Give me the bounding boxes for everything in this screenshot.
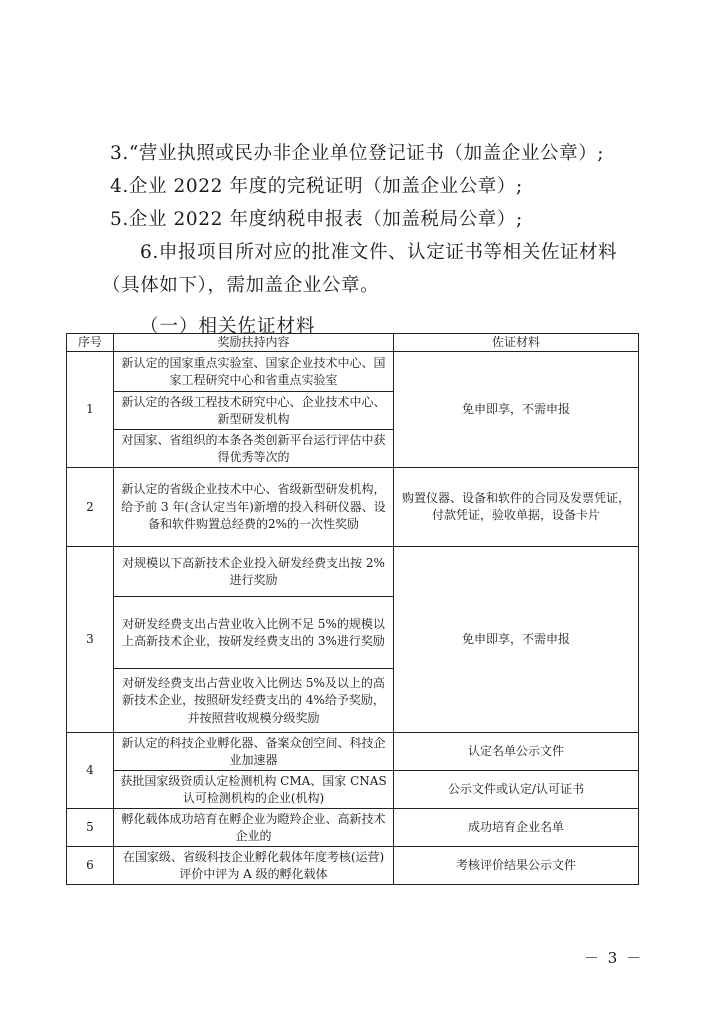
evidence-material: 购置仪器、设备和软件的合同及发票凭证，付款凭证，验收单据，设备卡片 [394, 468, 639, 547]
table-row [67, 771, 639, 809]
reward-content: 对规模以下高新技术企业投入研发经费支出按 2%进行奖励 [114, 547, 394, 597]
header-content: 奖励扶持内容 [114, 334, 394, 352]
evidence-material: 公示文件或认定/认可证书 [394, 771, 639, 809]
table-row [67, 468, 639, 547]
table-row [67, 352, 639, 392]
evidence-material: 免申即享，不需申报 [394, 352, 639, 468]
row-number: 6 [67, 847, 114, 885]
reward-content: 新认定的国家重点实验室、国家企业技术中心、国家工程研究中心和省重点实验室 [114, 352, 394, 392]
evidence-material: 免申即享，不需申报 [394, 547, 639, 733]
paragraph-item-5: 5.企业 2022 年度纳税申报表（加盖税局公章）; [110, 209, 523, 230]
row-number: 2 [67, 468, 114, 547]
evidence-table [66, 333, 639, 885]
reward-content: 对国家、省组织的本条各类创新平台运行评估中获得优秀等次的 [114, 430, 394, 468]
reward-content: 对研发经费支出占营业收入比例达 5%及以上的高新技术企业，按照研发经费支出的 4%给予奖励，并按照营收规模分级奖励 [114, 669, 394, 733]
reward-content: 新认定的省级企业技术中心、省级新型研发机构，给予前 3 年(含认定当年)新增的投入科研仪器、设备和软件购置总经费的2%的一次性奖励 [114, 468, 394, 547]
row-number: 1 [67, 352, 114, 468]
reward-content: 对研发经费支出占营业收入比例不足 5%的规模以上高新技术企业，按研发经费支出的 3%进行奖励 [114, 597, 394, 669]
evidence-material: 成功培育企业名单 [394, 809, 639, 847]
table-row [67, 847, 639, 885]
table-row [67, 547, 639, 597]
row-number: 4 [67, 733, 114, 809]
paragraph-item-3: 3.“营业执照或民办非企业单位登记证书（加盖企业公章）; [110, 143, 605, 164]
evidence-material: 考核评价结果公示文件 [394, 847, 639, 885]
row-number: 5 [67, 809, 114, 847]
page-number: － 3 － [584, 949, 644, 967]
header-evidence: 佐证材料 [394, 334, 639, 352]
header-number: 序号 [67, 334, 114, 352]
table-row [67, 809, 639, 847]
reward-content: 获批国家级资质认定检测机构 CMA、国家 CNAS 认可检测机构的企业(机构) [114, 771, 394, 809]
reward-content: 新认定的各级工程技术研究中心、企业技术中心、新型研发机构 [114, 392, 394, 430]
paragraph-item-6: 6.申报项目所对应的批准文件、认定证书等相关佐证材料 [140, 242, 618, 263]
paragraph-item-6-continued: （具体如下），需加盖企业公章。 [102, 275, 380, 296]
table-row [67, 733, 639, 771]
evidence-material: 认定名单公示文件 [394, 733, 639, 771]
reward-content: 在国家级、省级科技企业孵化载体年度考核(运营)评价中评为 A 级的孵化载体 [114, 847, 394, 885]
reward-content: 孵化载体成功培育在孵企业为瞪羚企业、高新技术企业的 [114, 809, 394, 847]
table-header-row [67, 334, 639, 352]
section-heading: （一）相关佐证材料 [140, 316, 316, 337]
paragraph-item-4: 4.企业 2022 年度的完税证明（加盖企业公章）; [110, 176, 523, 197]
row-number: 3 [67, 547, 114, 733]
reward-content: 新认定的科技企业孵化器、备案众创空间、科技企业加速器 [114, 733, 394, 771]
